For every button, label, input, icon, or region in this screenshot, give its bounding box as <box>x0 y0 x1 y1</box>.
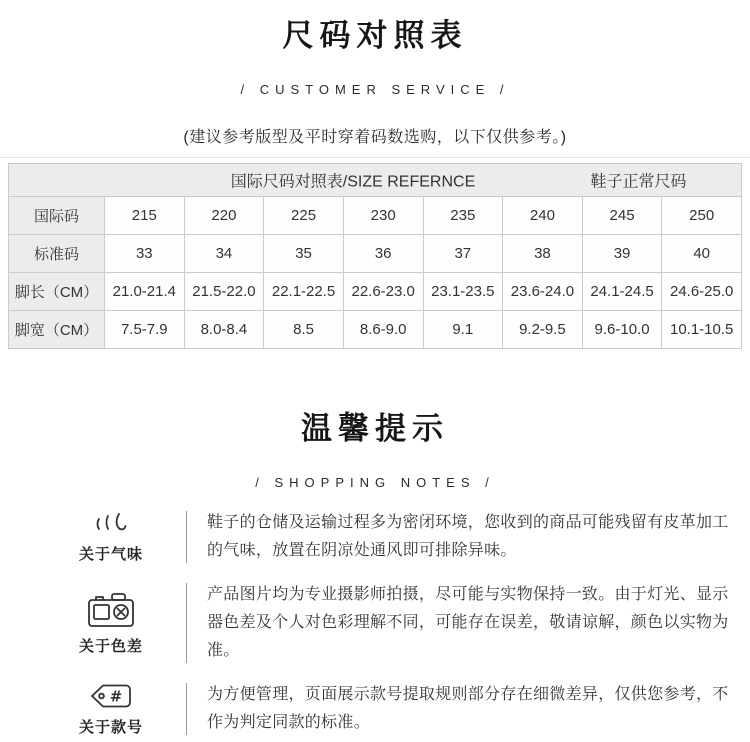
size-cell: 22.6-23.0 <box>343 273 423 311</box>
size-cell: 8.0-8.4 <box>184 311 264 349</box>
size-chart-section <box>0 0 750 349</box>
size-chart-title: 尺码对照表 <box>282 18 468 53</box>
row-label: 国际码 <box>9 197 105 235</box>
note-text: 为方便管理，页面展示款号提取规则部分存在细微差异，仅供您参考，不作为判定同款的标准。 <box>207 686 729 731</box>
size-cell: 24.1-24.5 <box>582 273 662 311</box>
camera-icon <box>86 590 136 630</box>
size-cell: 22.1-22.5 <box>264 273 344 311</box>
row-label: 脚长（CM） <box>9 273 105 311</box>
shopping-notes-section <box>0 409 750 737</box>
size-cell: 21.0-21.4 <box>105 273 185 311</box>
size-cell: 35 <box>264 235 344 273</box>
size-cell: 9.1 <box>423 311 503 349</box>
style-number-tag-icon <box>88 681 134 711</box>
table-header-cell <box>9 164 742 197</box>
size-cell: 8.6-9.0 <box>343 311 423 349</box>
size-cell: 250 <box>662 197 742 235</box>
size-cell: 8.5 <box>264 311 344 349</box>
size-cell: 245 <box>582 197 662 235</box>
note-left-block <box>36 510 186 564</box>
note-text: 产品图片均为专业摄影师拍摄，尽可能与实物保持一致。由于灯光、显示器色差及个人对色彩理解不同，可能存在误差，敬请谅解，颜色以实物为准。 <box>207 586 729 659</box>
note-label: 关于款号 <box>78 719 143 736</box>
size-cell: 240 <box>503 197 583 235</box>
note-left-block <box>36 681 186 737</box>
size-cell: 21.5-22.0 <box>184 273 264 311</box>
note-label: 关于气味 <box>78 546 143 563</box>
shopping-notes-title: 温馨提示 <box>301 411 449 446</box>
vertical-divider <box>186 511 187 563</box>
size-cell: 39 <box>582 235 662 273</box>
size-cell: 40 <box>662 235 742 273</box>
note-text: 鞋子的仓储及运输过程多为密闭环境，您收到的商品可能残留有皮革加工的气味，放置在阴凉处通风即可排除异味。 <box>207 514 729 559</box>
table-row-standard-code <box>9 235 742 273</box>
table-row-foot-width <box>9 311 742 349</box>
note-item-odor <box>0 509 750 565</box>
size-cell: 225 <box>264 197 344 235</box>
shopping-notes-subtitle: / SHOPPING NOTES / <box>255 475 495 490</box>
note-item-color-difference <box>0 581 750 665</box>
table-row-intl-code <box>9 197 742 235</box>
customer-service-subtitle: / CUSTOMER SERVICE / <box>240 82 510 97</box>
table-header-right: 鞋子正常尺码 <box>590 173 687 191</box>
size-cell: 220 <box>184 197 264 235</box>
notes-list <box>0 509 750 737</box>
size-cell: 24.6-25.0 <box>662 273 742 311</box>
size-cell: 33 <box>105 235 185 273</box>
size-cell: 10.1-10.5 <box>662 311 742 349</box>
note-item-style-number <box>0 681 750 737</box>
note-label: 关于色差 <box>78 638 143 655</box>
size-cell: 23.1-23.5 <box>423 273 503 311</box>
vertical-divider <box>186 683 187 735</box>
odor-waves-icon <box>89 510 133 538</box>
table-header-row <box>9 164 742 197</box>
size-cell: 9.6-10.0 <box>582 311 662 349</box>
size-cell: 38 <box>503 235 583 273</box>
size-advice-note: (建议参考版型及平时穿着码数选购，以下仅供参考。) <box>183 129 567 146</box>
size-cell: 215 <box>105 197 185 235</box>
table-row-foot-length <box>9 273 742 311</box>
size-table <box>8 163 742 349</box>
row-label: 脚宽（CM） <box>9 311 105 349</box>
size-cell: 37 <box>423 235 503 273</box>
vertical-divider <box>186 583 187 663</box>
divider <box>0 157 750 158</box>
size-cell: 7.5-7.9 <box>105 311 185 349</box>
size-cell: 235 <box>423 197 503 235</box>
size-cell: 34 <box>184 235 264 273</box>
table-header-left: 国际尺码对照表/SIZE REFERNCE <box>230 173 476 191</box>
size-cell: 36 <box>343 235 423 273</box>
row-label: 标准码 <box>9 235 105 273</box>
note-left-block <box>36 590 186 656</box>
size-cell: 23.6-24.0 <box>503 273 583 311</box>
size-cell: 230 <box>343 197 423 235</box>
size-cell: 9.2-9.5 <box>503 311 583 349</box>
svg-text:#: # <box>109 687 123 706</box>
